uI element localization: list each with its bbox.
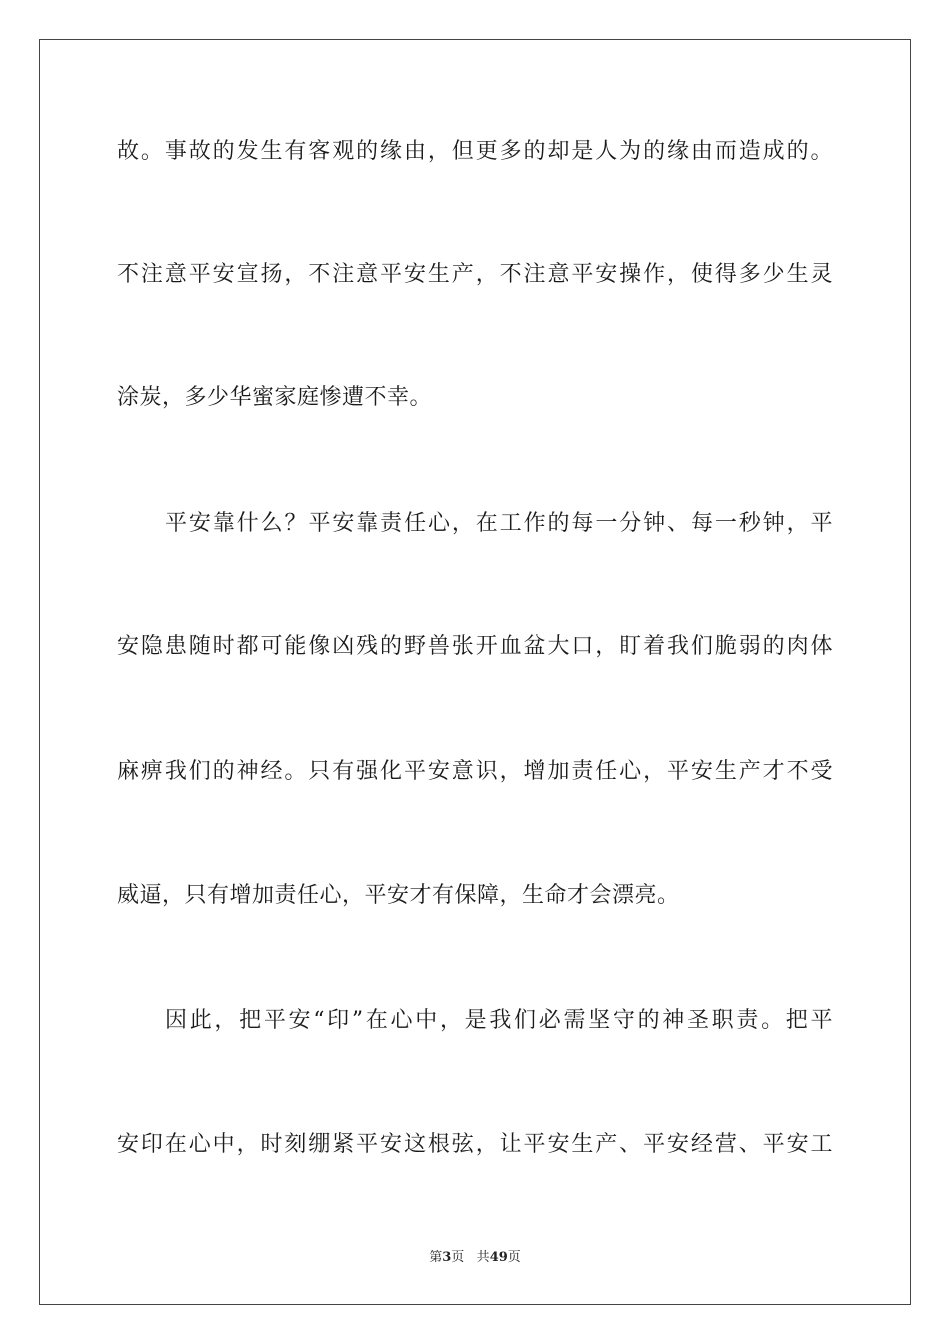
text-line-2: 不注意平安宣扬，不注意平安生产，不注意平安操作，使得多少生灵: [117, 262, 833, 287]
text-line-9: 安印在心中，时刻绷紧平安这根弦，让平安生产、平安经营、平安工: [117, 1132, 833, 1157]
footer-page-suffix: 页: [451, 1250, 465, 1265]
footer-page-number: 3: [442, 1250, 452, 1265]
text-line-1: 故。事故的发生有客观的缘由，但更多的却是人为的缘由而造成的。: [117, 139, 833, 164]
footer-total-number: 49: [489, 1250, 508, 1265]
text-line-7: 威逼，只有增加责任心，平安才有保障，生命才会漂亮。: [117, 883, 680, 908]
text-line-5: 安隐患随时都可能像凶残的野兽张开血盆大口，盯着我们脆弱的肉体: [117, 634, 833, 659]
footer-page-prefix: 第: [429, 1250, 443, 1265]
footer-total-suffix: 页: [507, 1250, 521, 1265]
footer-total-prefix: 共: [476, 1250, 490, 1265]
text-line-6: 麻痹我们的神经。只有强化平安意识，增加责任心，平安生产才不受: [117, 759, 833, 784]
text-line-3: 涂炭，多少华蜜家庭惨遭不幸。: [117, 385, 433, 410]
paragraph-start-line-8: 因此，把平安“印”在心中，是我们必需坚守的神圣职责。把平: [165, 1008, 833, 1033]
paragraph-start-line-4: 平安靠什么？平安靠责任心，在工作的每一分钟、每一秒钟，平: [165, 511, 833, 536]
page-footer: [0, 1246, 950, 1265]
page-border: [39, 39, 911, 1305]
